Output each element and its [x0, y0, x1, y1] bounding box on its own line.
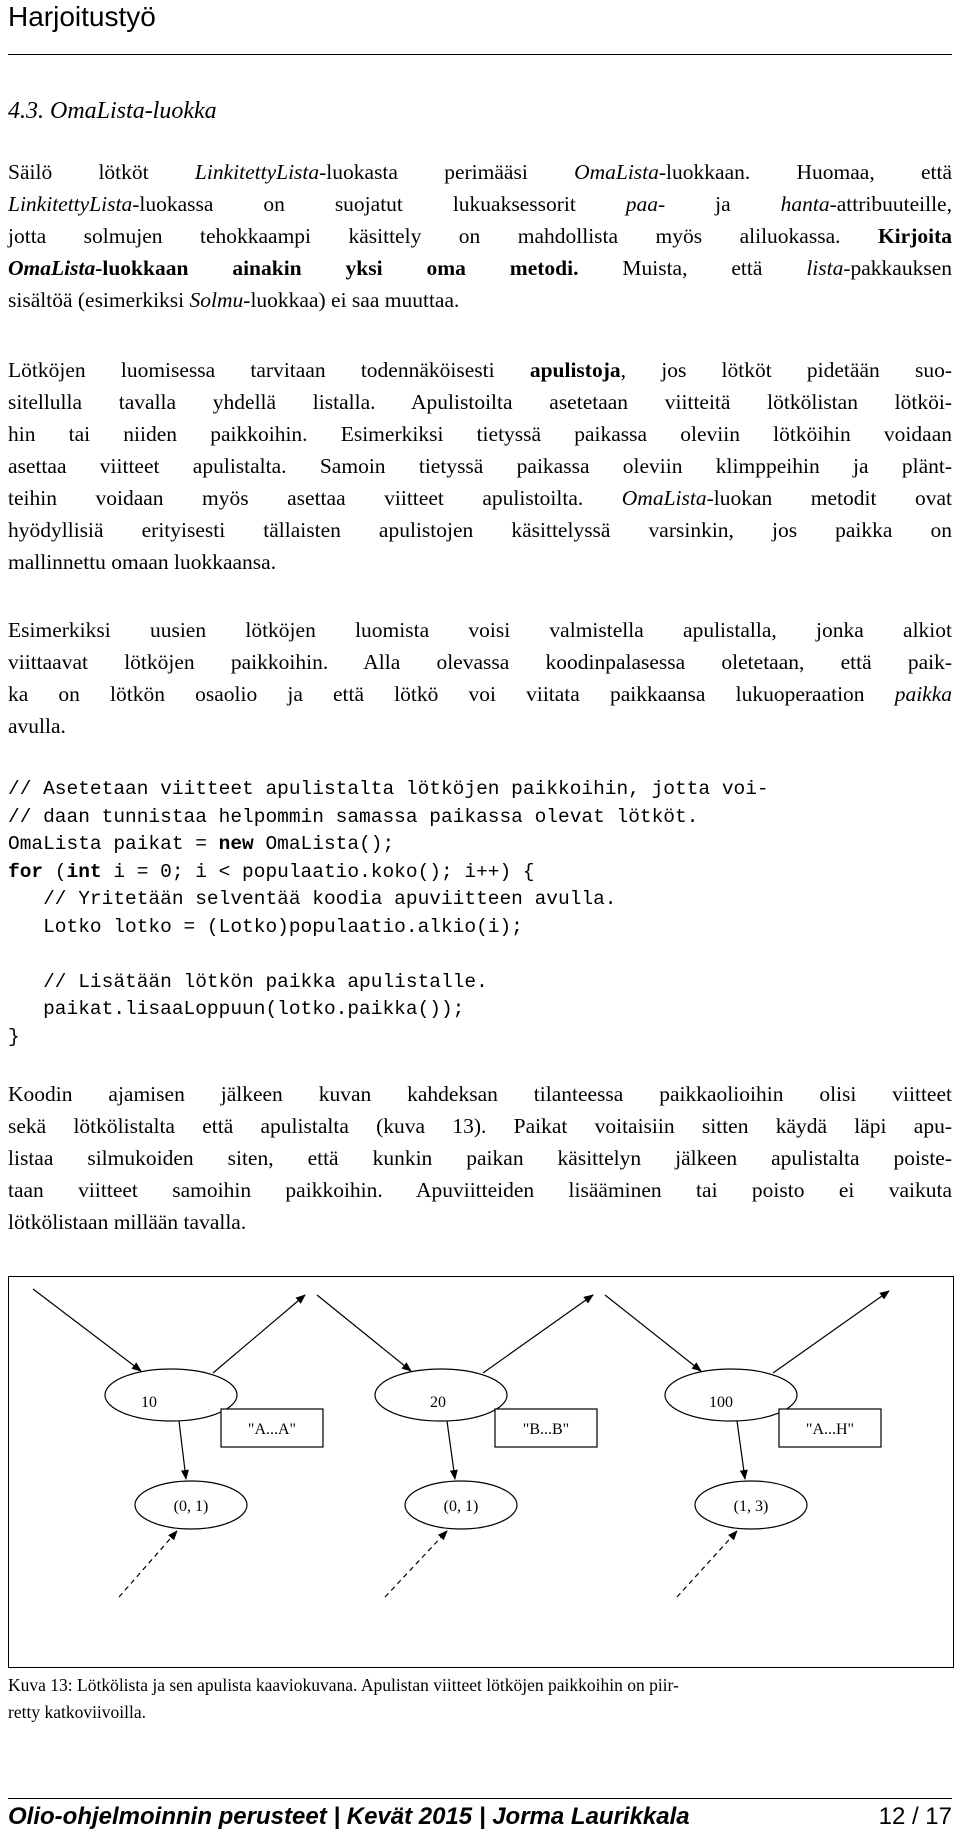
- tail-arrow: [773, 1291, 889, 1373]
- head-arrow: [33, 1289, 141, 1371]
- paragraph-4: Koodin ajamisen jälkeen kuvan kahdeksan tilanteessa paikkaolioihin olisi viitteet sekä lötkölistalta että apulistalta (kuva 13). Paikat voitaisiin sitten käydä läpi apu- listaa silmukoiden siten, että kunkin paikan käsittelyn jälkeen apulistalta poiste- taan viitteet samoihin paikkoihin. Apuviitteiden lisääminen tai poisto ei vaikuta lötkölistaan millään tavalla.: [8, 1082, 952, 1234]
- section-title: 4.3. OmaLista-luokka: [8, 98, 217, 124]
- page-number: 12 / 17: [878, 1803, 952, 1830]
- next-arrow-2: [605, 1295, 701, 1371]
- prev-arrow-1: [213, 1295, 305, 1373]
- place-1-label: (0, 1): [173, 1498, 209, 1515]
- list-node-1-ellipse: [105, 1369, 237, 1421]
- paragraph-3: Esimerkiksi uusien lötköjen luomista voisi valmistella apulistalla, jonka alkiot viittaavat lötköjen paikkoihin. Alla olevassa koodinpalasessa oletetaan, että paik- ka on lötkön osaolio ja että lötkö voi viitata paikkaansa lukuoperaation paikka avulla.: [8, 618, 952, 738]
- place-link-3: [737, 1421, 745, 1479]
- node-1-num: 10: [141, 1394, 157, 1411]
- figure-caption: Kuva 13: Lötkölista ja sen apulista kaaviokuvana. Apulistan viitteet lötköjen paikkoihin on piir- retty katkoviivoilla.: [8, 1675, 679, 1722]
- header-rule: [8, 54, 952, 55]
- helper-ref-3: [677, 1531, 737, 1597]
- place-link-1: [179, 1421, 186, 1479]
- prev-arrow-2: [483, 1295, 593, 1373]
- helper-ref-1: [119, 1531, 177, 1597]
- node-1-str: "A...A": [247, 1421, 297, 1438]
- linked-list-diagram: [9, 1277, 953, 1667]
- next-arrow-1: [317, 1295, 411, 1371]
- place-2-label: (0, 1): [443, 1498, 479, 1515]
- node-2-str: "B...B": [522, 1421, 570, 1438]
- document-header: Harjoitustyö: [8, 1, 156, 32]
- page-footer: [8, 1802, 952, 1832]
- node-2-num: 20: [430, 1394, 446, 1411]
- node-3-str: "A...H": [805, 1421, 855, 1438]
- place-link-2: [447, 1421, 455, 1479]
- node-3-num: 100: [709, 1394, 733, 1411]
- paragraph-2: Lötköjen luomisessa tarvitaan todennäköisesti apulistoja, jos lötköt pidetään suo- sitellulla tavalla yhdellä listalla. Apulistoilta asetetaan viitteitä lötkölistan lötköi- hin tai niiden paikkoihin. Esimerkiksi tietyssä paikassa oleviin lötköihin voidaan asettaa viitteet apulistalta. Samoin tietyssä paikassa oleviin klimppeihin ja plänt- teihin voidaan myös asettaa viitteet apulistoilta. OmaLista-luokan metodit ovat hyödyllisiä erityisesti tällaisten apulistojen käsittelyssä varsinkin, jos paikka on mallinnettu omaan luokkaansa.: [8, 358, 952, 574]
- paragraph-1: Säilö lötköt LinkitettyLista-luokasta perimääsi OmaLista-luokkaan. Huomaa, että LinkitettyLista-luokassa on suojatut lukuaksessorit paa- ja hanta-attribuuteille, jotta solmujen tehokkaampi käsittely on mahdollista myös aliluokassa. Kirjoita OmaLista-luokkaan ainakin yksi oma metodi. Muista, että lista-pakkauksen sisältöä (esimerkiksi Solmu-luokkaa) ei saa muuttaa.: [8, 160, 953, 312]
- place-3-label: (1, 3): [733, 1498, 769, 1515]
- figure-13: [8, 1276, 954, 1668]
- footer-rule: [8, 1798, 952, 1799]
- footer-course: Olio-ohjelmoinnin perusteet | Kevät 2015 | Jorma Laurikkala: [8, 1803, 690, 1830]
- helper-ref-2: [385, 1531, 447, 1597]
- code-block: // Asetetaan viitteet apulistalta lötköjen paikkoihin, jotta voi- // daan tunnistaa helpommin samassa paikassa olevat lötköt. OmaLista paikat = new OmaLista(); for (int i = 0; i < populaatio.koko(); i++) { // Yritetään selventää koodia apuviitteen avulla. Lotko lotko = (Lotko)populaatio.alkio(i); // Lisätään lötkön paikka apulistalle. paikat.lisaaLoppuun(lotko.paikka()); }: [8, 778, 769, 1048]
